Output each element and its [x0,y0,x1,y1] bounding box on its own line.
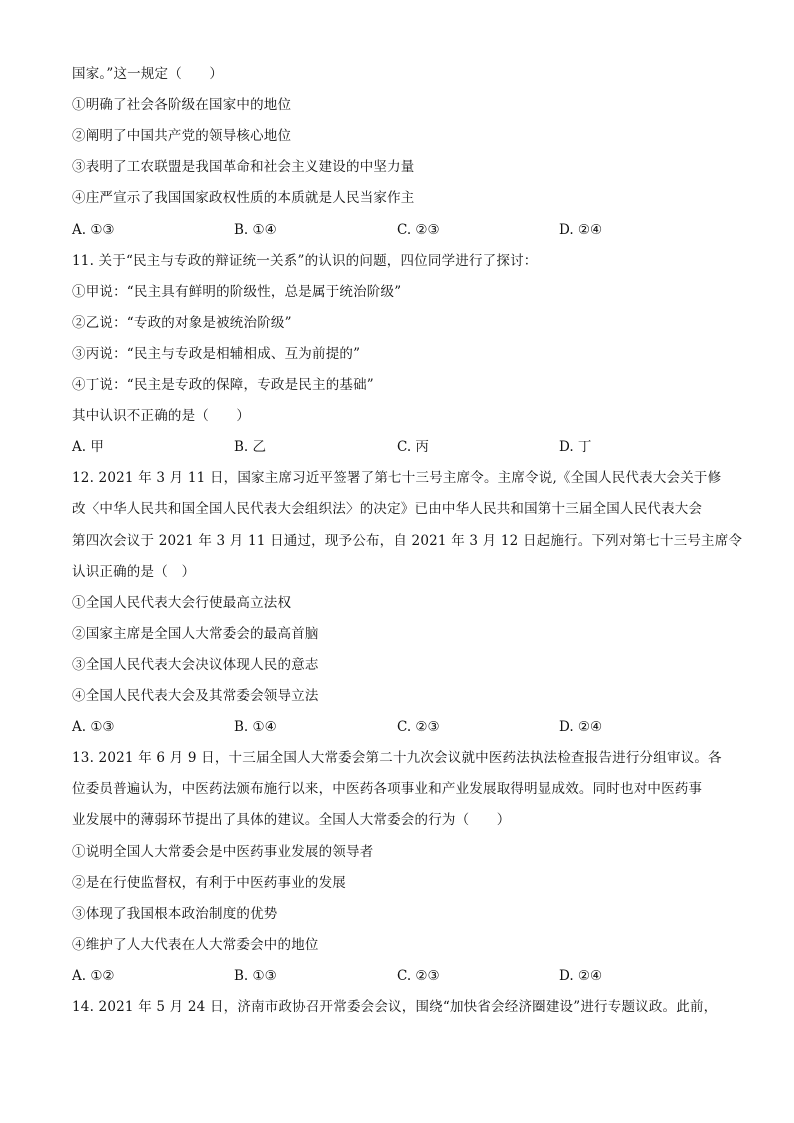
text-line: 13. 2021 年 6 月 9 日，十三届全国人大常委会第二十九次会议就中医药法执法检查报告进行分组审议。各 [72,750,722,766]
answer-option-c: C. ②③ [397,719,440,735]
answer-options [72,966,722,986]
answer-option-d: D. ②④ [559,222,603,238]
answer-option-b: B. 乙 [234,439,267,455]
answer-option-d: D. ②④ [559,719,603,735]
text-line: ③表明了工农联盟是我国革命和社会主义建设的中坚力量 [72,159,415,175]
text-line: 位委员普遍认为，中医药法颁布施行以来，中医药各项事业和产业发展取得明显成效。同时也对中医药事 [72,781,703,797]
text-line: 其中认识不正确的是（ ） [72,408,251,424]
answer-option-a: A. 甲 [72,439,104,455]
answer-option-c: C. ②③ [397,968,440,984]
answer-option-a: A. ①③ [72,222,115,238]
answer-option-b: B. ①④ [234,222,277,238]
answer-option-b: B. ①③ [234,968,277,984]
answer-options [72,220,722,240]
text-line: ②乙说：“专政的对象是被统治阶级” [72,315,292,331]
text-line: ③体现了我国根本政治制度的优势 [72,906,278,922]
text-line: ④庄严宣示了我国国家政权性质的本质就是人民当家作主 [72,190,415,206]
text-line: 国家。”这一规定（ ） [72,66,224,82]
text-line: ④丁说：“民主是专政的保障，专政是民主的基础” [72,377,374,393]
answer-option-d: D. 丁 [559,439,592,455]
text-line: ②是在行使监督权，有利于中医药事业的发展 [72,875,346,891]
text-line: ③全国人民代表大会决议体现人民的意志 [72,657,319,673]
answer-options [72,437,722,457]
text-line: 11. 关于“民主与专政的辩证统一关系”的认识的问题，四位同学进行了探讨： [72,253,538,269]
answer-option-b: B. ①④ [234,719,277,735]
answer-option-d: D. ②④ [559,968,603,984]
text-line: 业发展中的薄弱环节提出了具体的建议。全国人大常委会的行为（ ） [72,812,511,828]
text-line: ①明确了社会各阶级在国家中的地位 [72,97,292,113]
text-line: ④维护了人大代表在人大常委会中的地位 [72,937,319,953]
answer-option-a: A. ①③ [72,719,115,735]
answer-option-c: C. 丙 [397,439,429,455]
answer-option-c: C. ②③ [397,222,440,238]
text-line: 12. 2021 年 3 月 11 日，国家主席习近平签署了第七十三号主席令。主席令说,《全国人民代表大会关于修 [72,470,722,486]
answer-options [72,717,722,737]
text-line: 第四次会议于 2021 年 3 月 11 日通过，现予公布，自 2021 年 3 月 12 日起施行。下列对第七十三号主席令 [72,533,743,549]
text-line: ①全国人民代表大会行使最高立法权 [72,595,292,611]
text-line: 14. 2021 年 5 月 24 日，济南市政协召开常委会会议，围绕“加快省会经济圈建设”进行专题议政。此前， [72,999,718,1015]
text-line: 认识正确的是（ ） [72,564,196,580]
text-line: ②阐明了中国共产党的领导核心地位 [72,128,292,144]
text-line: ④全国人民代表大会及其常委会领导立法 [72,688,319,704]
text-line: 改〈中华人民共和国全国人民代表大会组织法〉的决定》已由中华人民共和国第十三届全国人民代表大会 [72,501,703,517]
text-line: ②国家主席是全国人大常委会的最高首脑 [72,626,319,642]
answer-option-a: A. ①② [72,968,115,984]
text-line: ③丙说：“民主与专政是相辅相成、互为前提的” [72,346,361,362]
text-line: ①甲说：“民主具有鲜明的阶级性，总是属于统治阶级” [72,284,402,300]
text-line: ①说明全国人大常委会是中医药事业发展的领导者 [72,844,374,860]
